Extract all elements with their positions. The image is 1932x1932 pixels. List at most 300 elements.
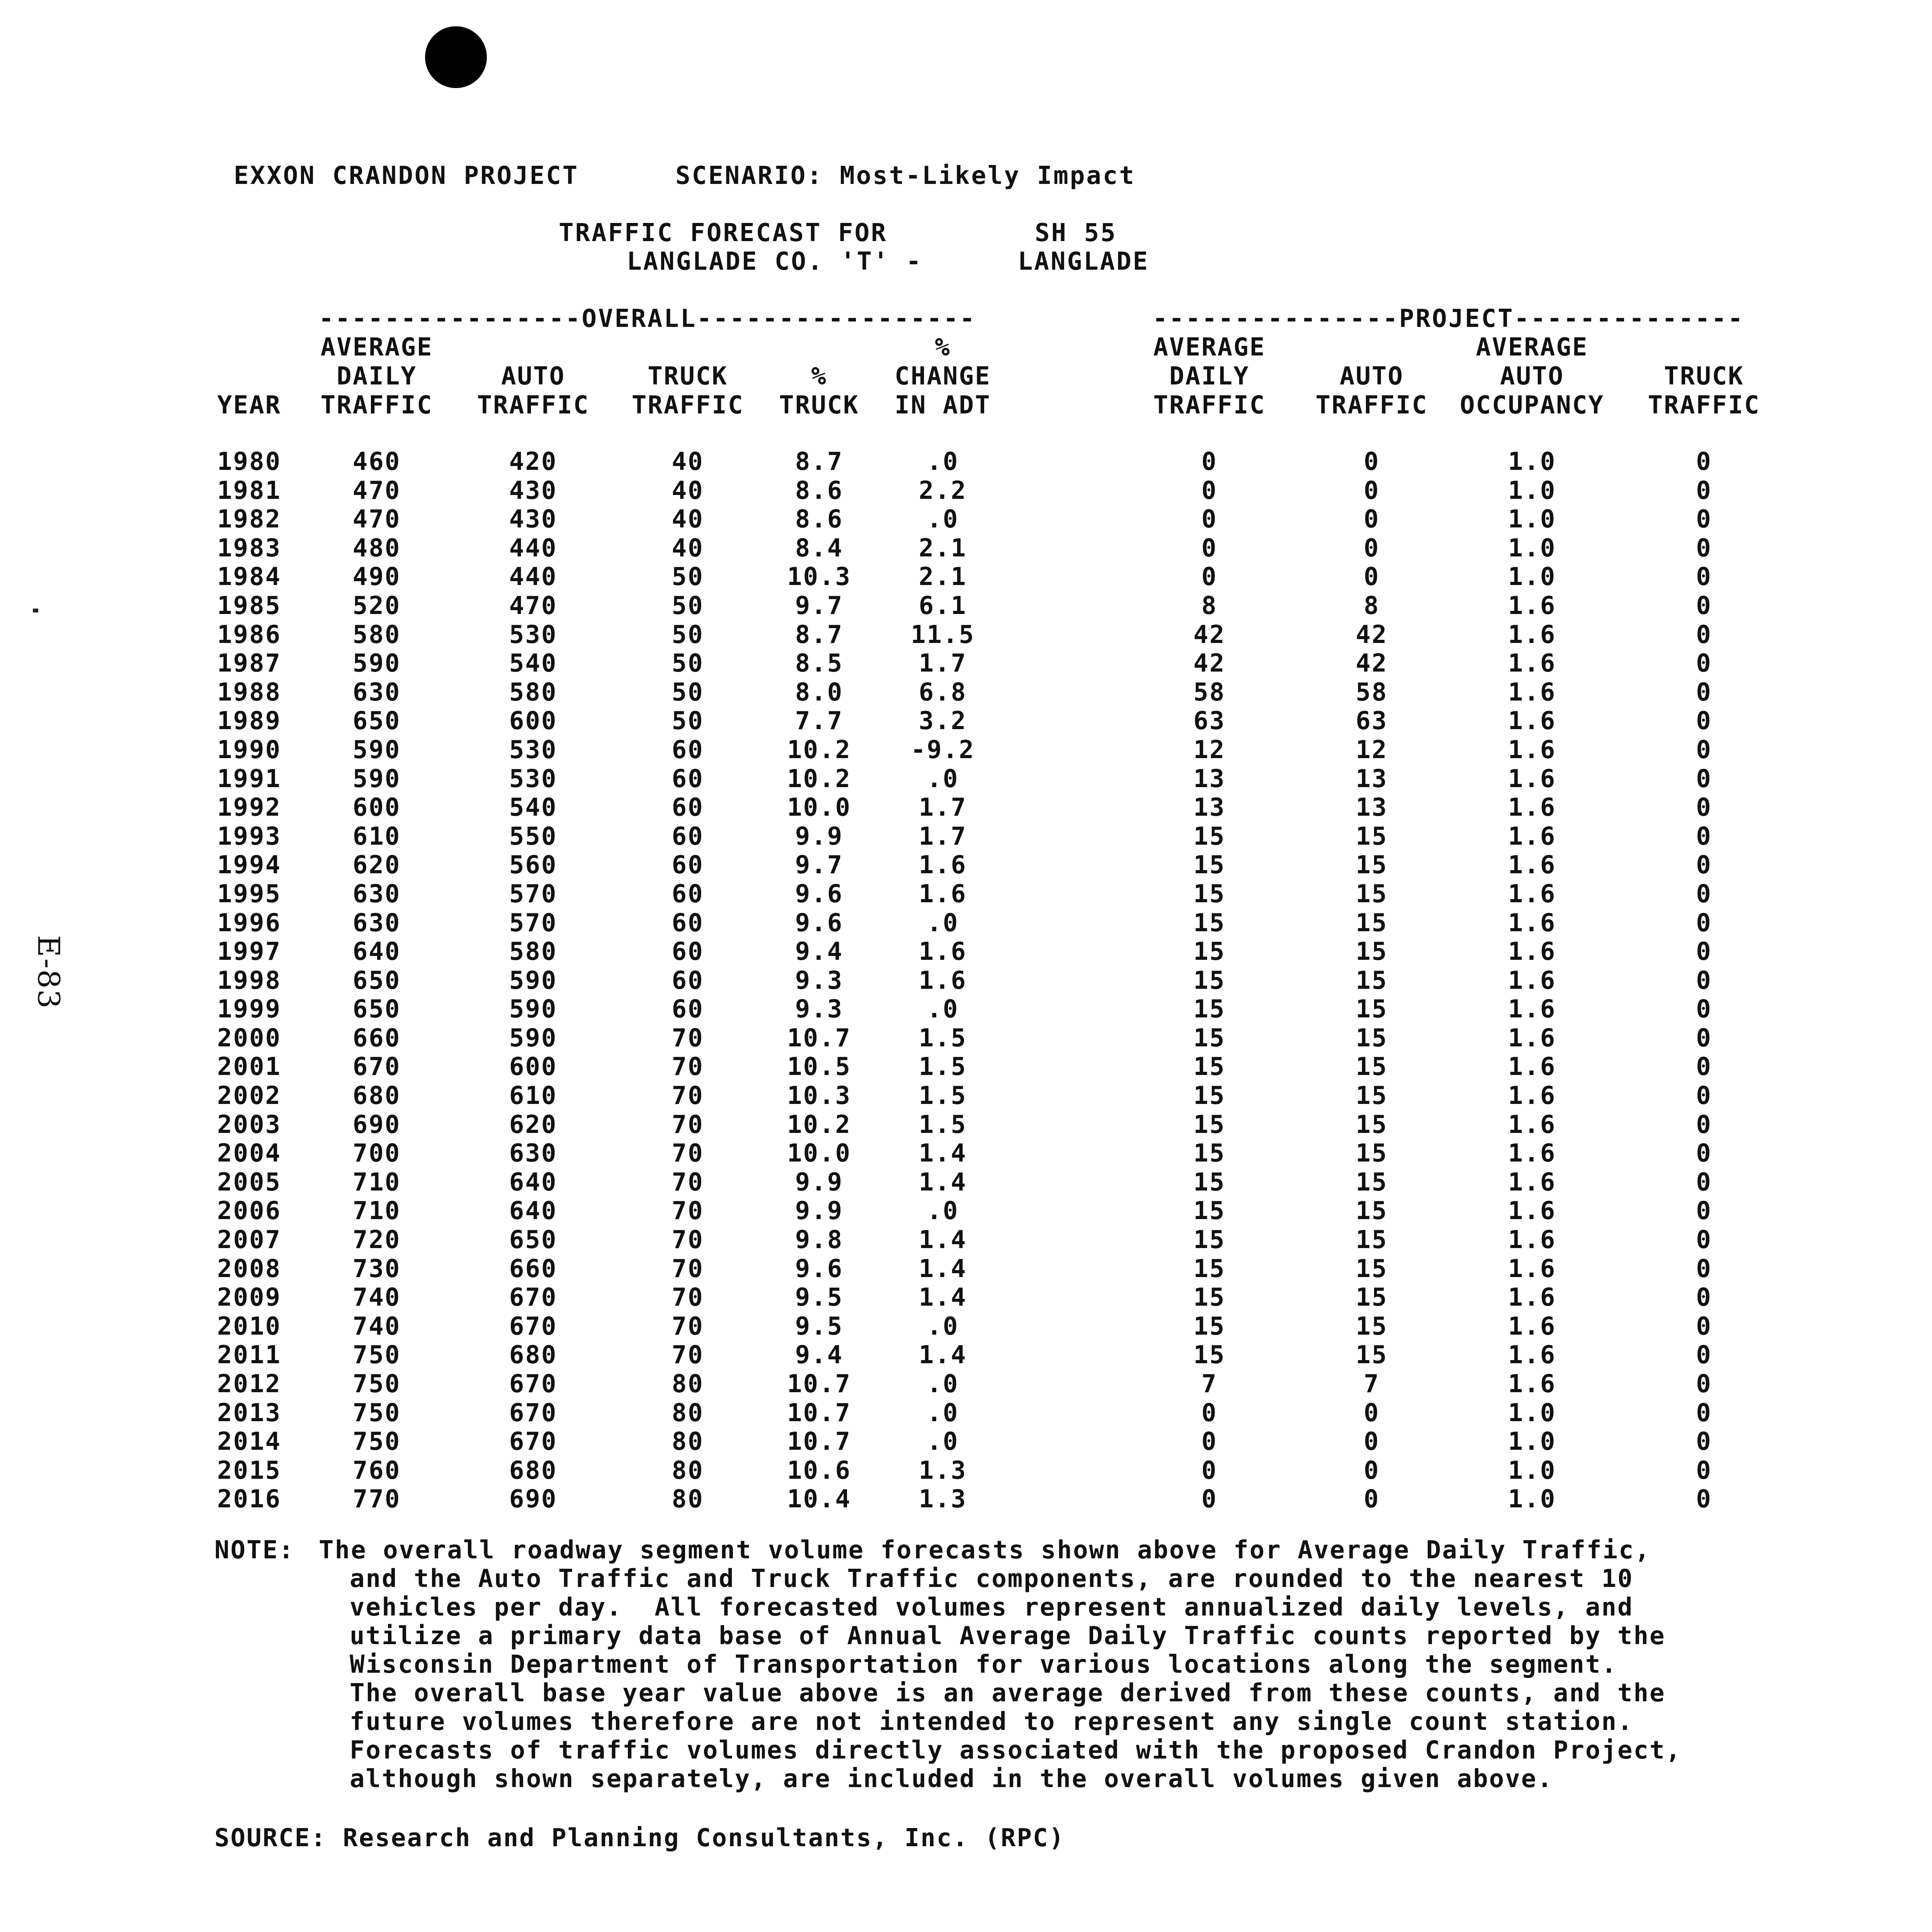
table-cell-p_truck: 0 xyxy=(1696,707,1712,736)
column-header-line: DAILY xyxy=(337,362,417,391)
table-cell-year: 2009 xyxy=(217,1283,282,1312)
table-cell-pct_change: 1.5 xyxy=(918,1110,967,1139)
table-cell-pct_truck: 10.2 xyxy=(787,764,852,793)
table-cell-auto: 670 xyxy=(509,1283,558,1312)
table-cell-p_truck: 0 xyxy=(1696,447,1712,476)
table-cell-p_adt: 15 xyxy=(1193,1168,1226,1197)
table-cell-year: 2011 xyxy=(217,1341,282,1370)
table-cell-p_truck: 0 xyxy=(1696,793,1712,822)
table-cell-truck: 70 xyxy=(672,1053,704,1082)
table-cell-p_occupancy: 1.6 xyxy=(1508,1053,1556,1082)
table-cell-p_occupancy: 1.6 xyxy=(1508,1283,1556,1312)
table-cell-auto: 630 xyxy=(509,1139,558,1168)
table-cell-p_adt: 15 xyxy=(1193,1226,1226,1255)
column-header-pct_change xyxy=(873,333,1012,420)
table-cell-year: 1994 xyxy=(217,851,282,880)
table-cell-pct_change: .0 xyxy=(927,1398,959,1427)
table-cell-p_auto: 15 xyxy=(1355,1312,1388,1341)
table-cell-year: 2003 xyxy=(217,1110,282,1139)
table-cell-p_auto: 15 xyxy=(1355,851,1388,880)
table-cell-adt: 760 xyxy=(352,1456,401,1485)
table-cell-pct_truck: 9.3 xyxy=(795,995,844,1024)
table-cell-adt: 750 xyxy=(352,1398,401,1427)
table-cell-pct_truck: 10.4 xyxy=(787,1485,852,1514)
table-cell-truck: 50 xyxy=(672,620,704,649)
table-cell-p_occupancy: 1.0 xyxy=(1508,447,1556,476)
note-line: although shown separately, are included in the overall volumes given above. xyxy=(350,1765,1553,1793)
source-line: SOURCE: Research and Planning Consultants, Inc. (RPC) xyxy=(214,1824,1065,1852)
table-cell-auto: 530 xyxy=(509,764,558,793)
table-cell-p_occupancy: 1.0 xyxy=(1508,563,1556,592)
table-cell-p_occupancy: 1.6 xyxy=(1508,707,1556,736)
table-cell-pct_change: 1.4 xyxy=(918,1341,967,1370)
table-cell-adt: 690 xyxy=(352,1110,401,1139)
table-cell-truck: 70 xyxy=(672,1024,704,1053)
table-cell-adt: 580 xyxy=(352,620,401,649)
table-cell-pct_truck: 10.7 xyxy=(787,1370,852,1398)
table-cell-pct_truck: 10.3 xyxy=(787,563,852,592)
table-cell-p_adt: 0 xyxy=(1201,1456,1218,1485)
table-cell-auto: 640 xyxy=(509,1168,558,1197)
table-cell-pct_change: 1.4 xyxy=(918,1254,967,1283)
column-header-line xyxy=(191,333,307,362)
column-header-line: TRUCK xyxy=(779,391,859,420)
table-cell-p_truck: 0 xyxy=(1696,735,1712,764)
table-cell-adt: 710 xyxy=(352,1197,401,1226)
table-cell-pct_truck: 10.6 xyxy=(787,1456,852,1485)
table-cell-p_truck: 0 xyxy=(1696,620,1712,649)
note-line: Wisconsin Department of Transportation for various locations along the segment. xyxy=(350,1650,1617,1679)
table-cell-adt: 620 xyxy=(352,851,401,880)
place-label: LANGLADE xyxy=(1018,247,1150,276)
table-cell-year: 2015 xyxy=(217,1456,282,1485)
project-title: EXXON CRANDON PROJECT xyxy=(234,162,579,190)
table-cell-adt: 720 xyxy=(352,1226,401,1255)
table-cell-p_adt: 0 xyxy=(1201,563,1218,592)
table-cell-truck: 50 xyxy=(672,591,704,620)
table-cell-p_occupancy: 1.6 xyxy=(1508,937,1556,966)
table-cell-pct_truck: 10.0 xyxy=(787,1139,852,1168)
table-cell-p_adt: 0 xyxy=(1201,447,1218,476)
table-cell-p_occupancy: 1.6 xyxy=(1508,1082,1556,1111)
column-header-p_occupancy xyxy=(1443,333,1621,420)
table-cell-year: 2007 xyxy=(217,1226,282,1255)
table-cell-p_occupancy: 1.6 xyxy=(1508,1312,1556,1341)
table-cell-pct_truck: 10.3 xyxy=(787,1082,852,1111)
note-line: The overall roadway segment volume forecasts shown above for Average Daily Traffic, xyxy=(319,1536,1651,1565)
table-cell-year: 1985 xyxy=(217,591,282,620)
table-cell-p_auto: 42 xyxy=(1355,620,1388,649)
column-header-line: IN ADT xyxy=(895,391,991,420)
note-line: Forecasts of traffic volumes directly associated with the proposed Crandon Project, xyxy=(350,1736,1682,1765)
table-cell-pct_change: 1.3 xyxy=(918,1485,967,1514)
table-cell-p_occupancy: 1.0 xyxy=(1508,1398,1556,1427)
table-cell-p_occupancy: 1.6 xyxy=(1508,620,1556,649)
table-cell-pct_truck: 9.6 xyxy=(795,879,844,908)
table-cell-p_truck: 0 xyxy=(1696,1370,1712,1398)
table-cell-adt: 710 xyxy=(352,1168,401,1197)
table-cell-truck: 70 xyxy=(672,1168,704,1197)
table-cell-p_auto: 0 xyxy=(1364,563,1380,592)
table-cell-pct_truck: 8.0 xyxy=(795,678,844,707)
table-cell-p_adt: 42 xyxy=(1193,649,1226,678)
table-cell-adt: 660 xyxy=(352,1024,401,1053)
table-cell-p_truck: 0 xyxy=(1696,879,1712,908)
table-cell-pct_change: .0 xyxy=(927,764,959,793)
table-cell-pct_truck: 9.6 xyxy=(795,908,844,937)
table-cell-p_occupancy: 1.0 xyxy=(1508,476,1556,505)
table-cell-pct_change: .0 xyxy=(927,1370,959,1398)
table-cell-year: 1996 xyxy=(217,908,282,937)
table-cell-year: 1990 xyxy=(217,735,282,764)
table-cell-pct_change: 1.7 xyxy=(918,649,967,678)
column-header-line: AVERAGE xyxy=(1153,333,1266,362)
table-cell-year: 1992 xyxy=(217,793,282,822)
table-cell-truck: 40 xyxy=(672,505,704,534)
table-cell-p_occupancy: 1.6 xyxy=(1508,1139,1556,1168)
table-cell-p_occupancy: 1.6 xyxy=(1508,793,1556,822)
column-header-line xyxy=(1634,333,1774,362)
table-cell-truck: 50 xyxy=(672,563,704,592)
table-cell-adt: 590 xyxy=(352,764,401,793)
table-cell-truck: 60 xyxy=(672,966,704,995)
table-cell-truck: 60 xyxy=(672,735,704,764)
table-cell-pct_change: 1.5 xyxy=(918,1053,967,1082)
column-header-line: TRAFFIC xyxy=(1648,391,1760,420)
table-cell-p_adt: 15 xyxy=(1193,908,1226,937)
table-cell-pct_change: 1.7 xyxy=(918,793,967,822)
table-cell-adt: 590 xyxy=(352,735,401,764)
table-cell-p_adt: 7 xyxy=(1201,1370,1218,1398)
table-cell-p_adt: 12 xyxy=(1193,735,1226,764)
table-cell-pct_truck: 10.7 xyxy=(787,1024,852,1053)
table-cell-p_auto: 15 xyxy=(1355,1197,1388,1226)
table-cell-p_occupancy: 1.6 xyxy=(1508,822,1556,851)
table-cell-pct_truck: 9.5 xyxy=(795,1283,844,1312)
note-line: The overall base year value above is an average derived from these counts, and the xyxy=(350,1679,1666,1708)
table-cell-auto: 670 xyxy=(509,1398,558,1427)
column-header-p_truck xyxy=(1634,333,1774,420)
table-cell-pct_truck: 9.6 xyxy=(795,1254,844,1283)
table-cell-auto: 550 xyxy=(509,822,558,851)
table-cell-p_adt: 42 xyxy=(1193,620,1226,649)
table-cell-p_adt: 13 xyxy=(1193,793,1226,822)
table-cell-p_truck: 0 xyxy=(1696,678,1712,707)
table-cell-p_adt: 15 xyxy=(1193,1254,1226,1283)
table-cell-auto: 600 xyxy=(509,1053,558,1082)
table-cell-auto: 570 xyxy=(509,879,558,908)
scenario-label: SCENARIO: Most-Likely Impact xyxy=(675,162,1136,190)
table-cell-adt: 590 xyxy=(352,649,401,678)
table-cell-truck: 80 xyxy=(672,1427,704,1456)
table-cell-p_adt: 0 xyxy=(1201,476,1218,505)
table-cell-year: 1995 xyxy=(217,879,282,908)
table-cell-pct_change: 1.6 xyxy=(918,966,967,995)
table-cell-p_occupancy: 1.6 xyxy=(1508,678,1556,707)
table-cell-p_truck: 0 xyxy=(1696,1312,1712,1341)
table-cell-year: 2013 xyxy=(217,1398,282,1427)
column-header-line xyxy=(618,333,757,362)
table-cell-pct_change: 6.1 xyxy=(918,591,967,620)
table-cell-p_occupancy: 1.6 xyxy=(1508,1226,1556,1255)
table-cell-p_occupancy: 1.6 xyxy=(1508,764,1556,793)
table-cell-p_auto: 42 xyxy=(1355,649,1388,678)
table-cell-adt: 650 xyxy=(352,707,401,736)
table-cell-p_truck: 0 xyxy=(1696,1082,1712,1111)
column-header-line: AVERAGE xyxy=(320,333,433,362)
forecast-for-label: TRAFFIC FORECAST FOR xyxy=(559,219,888,247)
column-header-line: AVERAGE xyxy=(1476,333,1588,362)
table-cell-p_auto: 58 xyxy=(1355,678,1388,707)
table-cell-p_adt: 15 xyxy=(1193,966,1226,995)
table-cell-adt: 630 xyxy=(352,908,401,937)
table-cell-truck: 70 xyxy=(672,1312,704,1341)
table-cell-pct_truck: 9.7 xyxy=(795,591,844,620)
table-cell-year: 2006 xyxy=(217,1197,282,1226)
table-cell-p_adt: 15 xyxy=(1193,879,1226,908)
table-cell-year: 2002 xyxy=(217,1082,282,1111)
table-cell-p_auto: 0 xyxy=(1364,447,1380,476)
table-cell-truck: 80 xyxy=(672,1370,704,1398)
table-cell-p_auto: 15 xyxy=(1355,1139,1388,1168)
table-cell-auto: 470 xyxy=(509,591,558,620)
table-cell-p_truck: 0 xyxy=(1696,1427,1712,1456)
table-cell-year: 2010 xyxy=(217,1312,282,1341)
column-header-line xyxy=(1302,333,1441,362)
table-cell-auto: 670 xyxy=(509,1427,558,1456)
column-header-line: TRAFFIC xyxy=(631,391,744,420)
column-header-p_auto xyxy=(1302,333,1441,420)
table-cell-p_truck: 0 xyxy=(1696,966,1712,995)
table-cell-year: 1988 xyxy=(217,678,282,707)
page-number: E-83 xyxy=(31,935,66,1009)
table-cell-p_auto: 63 xyxy=(1355,707,1388,736)
table-cell-adt: 750 xyxy=(352,1341,401,1370)
route-label: SH 55 xyxy=(1035,219,1117,247)
column-header-line: OCCUPANCY xyxy=(1460,391,1604,420)
table-cell-auto: 680 xyxy=(509,1456,558,1485)
column-header-line: TRUCK xyxy=(1664,362,1744,391)
table-cell-auto: 420 xyxy=(509,447,558,476)
table-cell-p_adt: 0 xyxy=(1201,534,1218,563)
table-cell-pct_change: -9.2 xyxy=(910,735,975,764)
table-cell-p_adt: 15 xyxy=(1193,995,1226,1024)
note-line: future volumes therefore are not intended to represent any single count station. xyxy=(350,1708,1634,1736)
table-cell-p_auto: 15 xyxy=(1355,1110,1388,1139)
table-cell-adt: 750 xyxy=(352,1370,401,1398)
table-cell-adt: 700 xyxy=(352,1139,401,1168)
table-cell-year: 2005 xyxy=(217,1168,282,1197)
table-cell-truck: 60 xyxy=(672,793,704,822)
table-cell-p_adt: 15 xyxy=(1193,937,1226,966)
table-cell-pct_truck: 9.8 xyxy=(795,1226,844,1255)
table-cell-p_auto: 15 xyxy=(1355,995,1388,1024)
table-cell-pct_change: .0 xyxy=(927,1427,959,1456)
table-cell-adt: 680 xyxy=(352,1082,401,1111)
table-cell-p_truck: 0 xyxy=(1696,1197,1712,1226)
table-cell-p_auto: 7 xyxy=(1364,1370,1380,1398)
table-cell-pct_change: 1.4 xyxy=(918,1283,967,1312)
table-cell-adt: 650 xyxy=(352,966,401,995)
table-cell-truck: 50 xyxy=(672,678,704,707)
table-cell-p_truck: 0 xyxy=(1696,908,1712,937)
table-cell-p_truck: 0 xyxy=(1696,1168,1712,1197)
table-cell-adt: 600 xyxy=(352,793,401,822)
table-cell-auto: 590 xyxy=(509,1024,558,1053)
table-cell-p_occupancy: 1.6 xyxy=(1508,851,1556,880)
table-cell-pct_truck: 8.6 xyxy=(795,476,844,505)
table-cell-year: 1984 xyxy=(217,563,282,592)
table-cell-p_occupancy: 1.6 xyxy=(1508,649,1556,678)
column-header-pct_truck xyxy=(769,333,869,420)
table-cell-auto: 610 xyxy=(509,1082,558,1111)
table-cell-year: 1983 xyxy=(217,534,282,563)
table-cell-p_auto: 15 xyxy=(1355,822,1388,851)
table-cell-pct_change: 1.5 xyxy=(918,1082,967,1111)
table-cell-year: 1997 xyxy=(217,937,282,966)
column-header-line: AUTO xyxy=(501,362,566,391)
note-block xyxy=(214,1536,1682,1793)
table-cell-p_auto: 0 xyxy=(1364,505,1380,534)
table-cell-p_adt: 13 xyxy=(1193,764,1226,793)
column-header-line: % xyxy=(935,333,951,362)
table-cell-auto: 590 xyxy=(509,995,558,1024)
table-cell-p_occupancy: 1.0 xyxy=(1508,505,1556,534)
table-cell-p_auto: 15 xyxy=(1355,879,1388,908)
table-cell-pct_truck: 9.5 xyxy=(795,1312,844,1341)
table-cell-pct_change: 3.2 xyxy=(918,707,967,736)
table-cell-p_auto: 8 xyxy=(1364,591,1380,620)
table-cell-p_auto: 15 xyxy=(1355,1341,1388,1370)
table-cell-p_occupancy: 1.0 xyxy=(1508,1485,1556,1514)
table-cell-year: 2014 xyxy=(217,1427,282,1456)
table-cell-p_truck: 0 xyxy=(1696,591,1712,620)
table-cell-year: 1981 xyxy=(217,476,282,505)
project-group-header: ---------------PROJECT-------------- xyxy=(1153,304,1745,333)
table-cell-adt: 670 xyxy=(352,1053,401,1082)
table-cell-p_truck: 0 xyxy=(1696,851,1712,880)
table-cell-p_occupancy: 1.0 xyxy=(1508,534,1556,563)
table-cell-p_truck: 0 xyxy=(1696,995,1712,1024)
table-cell-auto: 660 xyxy=(509,1254,558,1283)
table-cell-auto: 440 xyxy=(509,534,558,563)
note-line: and the Auto Traffic and Truck Traffic components, are rounded to the nearest 10 xyxy=(350,1565,1634,1593)
table-cell-year: 1989 xyxy=(217,707,282,736)
table-cell-p_auto: 12 xyxy=(1355,735,1388,764)
table-cell-year: 1987 xyxy=(217,649,282,678)
table-cell-year: 2000 xyxy=(217,1024,282,1053)
table-cell-pct_truck: 8.4 xyxy=(795,534,844,563)
table-cell-p_truck: 0 xyxy=(1696,1341,1712,1370)
table-cell-pct_truck: 10.5 xyxy=(787,1053,852,1082)
table-cell-pct_truck: 10.2 xyxy=(787,735,852,764)
table-cell-pct_truck: 8.7 xyxy=(795,620,844,649)
table-cell-pct_change: 1.6 xyxy=(918,851,967,880)
column-header-line: TRAFFIC xyxy=(477,391,590,420)
table-cell-p_truck: 0 xyxy=(1696,1283,1712,1312)
table-cell-p_truck: 0 xyxy=(1696,937,1712,966)
table-cell-pct_change: 1.5 xyxy=(918,1024,967,1053)
table-cell-auto: 680 xyxy=(509,1341,558,1370)
table-cell-p_adt: 15 xyxy=(1193,1082,1226,1111)
table-cell-truck: 50 xyxy=(672,649,704,678)
table-cell-truck: 40 xyxy=(672,476,704,505)
county-label: LANGLADE CO. 'T' - xyxy=(627,247,923,276)
table-cell-truck: 60 xyxy=(672,764,704,793)
table-cell-auto: 640 xyxy=(509,1197,558,1226)
column-header-line: TRAFFIC xyxy=(1315,391,1428,420)
table-cell-pct_change: .0 xyxy=(927,995,959,1024)
table-cell-truck: 80 xyxy=(672,1485,704,1514)
table-cell-adt: 640 xyxy=(352,937,401,966)
table-cell-p_occupancy: 1.6 xyxy=(1508,735,1556,764)
table-cell-auto: 530 xyxy=(509,735,558,764)
table-cell-p_auto: 15 xyxy=(1355,966,1388,995)
table-cell-p_auto: 15 xyxy=(1355,1053,1388,1082)
column-header-line xyxy=(191,362,307,391)
table-cell-pct_change: .0 xyxy=(927,505,959,534)
table-cell-p_truck: 0 xyxy=(1696,563,1712,592)
table-cell-year: 2008 xyxy=(217,1254,282,1283)
table-cell-pct_truck: 10.7 xyxy=(787,1398,852,1427)
table-cell-p_adt: 15 xyxy=(1193,822,1226,851)
table-cell-p_auto: 0 xyxy=(1364,1456,1380,1485)
table-cell-pct_change: .0 xyxy=(927,447,959,476)
table-cell-year: 1991 xyxy=(217,764,282,793)
table-cell-p_truck: 0 xyxy=(1696,822,1712,851)
note-line: utilize a primary data base of Annual Average Daily Traffic counts reported by the xyxy=(350,1622,1666,1650)
table-cell-auto: 670 xyxy=(509,1370,558,1398)
table-cell-p_adt: 15 xyxy=(1193,851,1226,880)
table-cell-p_adt: 15 xyxy=(1193,1024,1226,1053)
table-cell-auto: 580 xyxy=(509,937,558,966)
table-cell-p_occupancy: 1.0 xyxy=(1508,1456,1556,1485)
table-cell-p_auto: 0 xyxy=(1364,1398,1380,1427)
table-cell-pct_change: 1.6 xyxy=(918,937,967,966)
column-header-truck xyxy=(618,333,757,420)
table-cell-p_occupancy: 1.6 xyxy=(1508,908,1556,937)
table-cell-p_auto: 0 xyxy=(1364,1485,1380,1514)
column-header-line: YEAR xyxy=(217,391,282,420)
table-cell-auto: 540 xyxy=(509,649,558,678)
table-cell-year: 1993 xyxy=(217,822,282,851)
table-cell-truck: 70 xyxy=(672,1082,704,1111)
table-cell-p_truck: 0 xyxy=(1696,1053,1712,1082)
table-cell-year: 2004 xyxy=(217,1139,282,1168)
table-cell-p_auto: 15 xyxy=(1355,1254,1388,1283)
table-cell-p_adt: 15 xyxy=(1193,1053,1226,1082)
column-header-line: % xyxy=(811,362,827,391)
table-cell-adt: 470 xyxy=(352,505,401,534)
column-header-adt xyxy=(307,333,446,420)
table-cell-adt: 770 xyxy=(352,1485,401,1514)
table-cell-p_occupancy: 1.6 xyxy=(1508,1341,1556,1370)
table-cell-truck: 60 xyxy=(672,851,704,880)
table-cell-auto: 590 xyxy=(509,966,558,995)
table-cell-auto: 430 xyxy=(509,476,558,505)
table-cell-pct_truck: 10.7 xyxy=(787,1427,852,1456)
table-cell-p_auto: 15 xyxy=(1355,1082,1388,1111)
table-cell-adt: 650 xyxy=(352,995,401,1024)
table-cell-p_occupancy: 1.0 xyxy=(1508,1427,1556,1456)
table-cell-p_truck: 0 xyxy=(1696,1110,1712,1139)
table-cell-p_adt: 15 xyxy=(1193,1312,1226,1341)
table-cell-p_truck: 0 xyxy=(1696,1254,1712,1283)
column-header-line xyxy=(769,333,869,362)
table-cell-pct_truck: 9.7 xyxy=(795,851,844,880)
table-cell-auto: 600 xyxy=(509,707,558,736)
column-header-p_adt xyxy=(1140,333,1279,420)
